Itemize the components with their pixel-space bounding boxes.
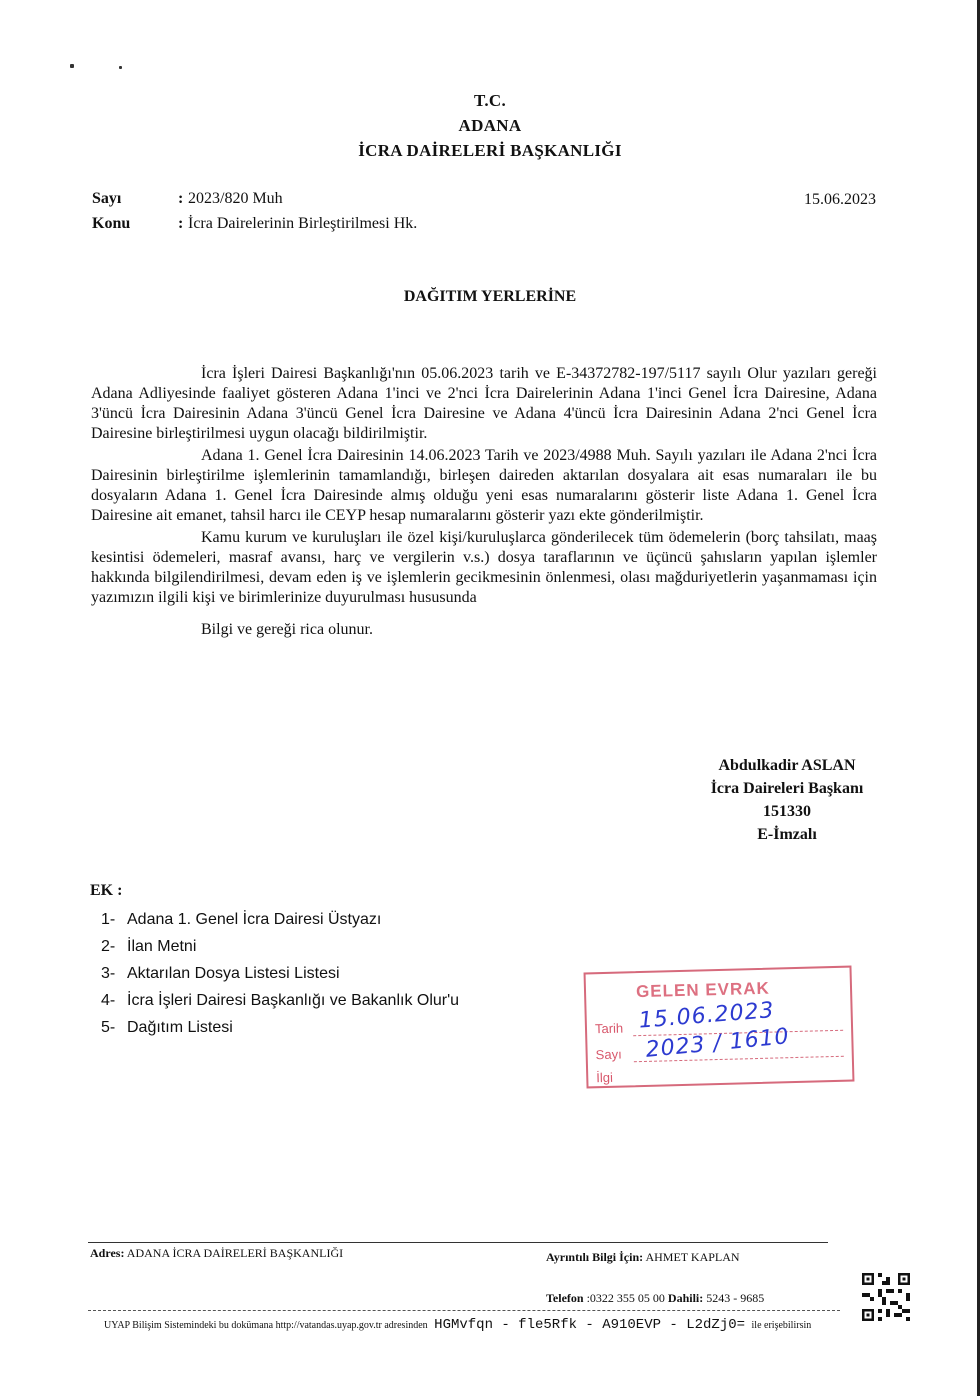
body-paragraph-1: İcra İşleri Dairesi Başkanlığı'nın 05.06.2023 tarih ve E-34372782-197/5117 sayılı Olur yazıları gereği Adana Adliyesinde faaliyet gösteren Adana 1'inci ve 2'nci İcra Dairelerinin Adana 1'inci Genel İcra Dairesine, Adana 3'üncü İcra Dairesinin Adana 3'üncü Genel İcra Dairesine ve Adana 4'üncü İcra Dairesinin Adana 2'nci Genel İcra Dairesine birleştirilmesi uygun olacağı bildirilmiştir. [91,365,877,442]
sayi-value: 2023/820 Muh [188,190,283,207]
incoming-document-stamp [584,966,855,1089]
body-paragraph-3: Kamu kurum ve kuruluşları ile özel kişi/kuruluşlarca gönderilecek tüm ödemelerin (borç tahsilatı, maaş kesintisi ödemeleri, masraf avansı, harç ve vergilerin v.s.) dosya taraflarının ve üçüncü şahısların yapılan işlemler hakkında bilgilendirilmesi, devam eden iş ve işlemlerin gecikmesinin önlenmesi, olası mağduriyetlerin yaşanmaması için yazımızın ilgili kişi ve birimlerinize duyurulması hususunda [91,529,877,606]
stamp-ilgi-label: İlgi [596,1069,614,1086]
dahili-value: 5243 - 9685 [706,1291,765,1305]
qr-code-icon[interactable] [862,1273,910,1321]
header-city: ADANA [458,116,522,135]
list-item-text: İcra İşleri Dairesi Başkanlığı ve Bakanlık Olur'u [127,992,460,1009]
attachments-title: EK : [90,882,123,899]
phone-label: Telefon [546,1291,584,1305]
colon: : [178,190,184,207]
footer-phone [546,1291,764,1306]
signer-name: Abdulkadir ASLAN [718,757,856,774]
scan-speck [119,66,122,69]
footer-divider [88,1310,840,1311]
header-country: T.C. [473,91,507,110]
closing-line: Bilgi ve gereği rica olunur. [201,621,373,638]
signer-title: İcra Daireleri Başkanı [710,780,864,797]
uyap-suffix: ile erişebilirsin [751,1320,812,1331]
header-institution: İCRA DAİRELERİ BAŞKANLIĞI [358,141,622,160]
esign-label: E-İmzalı [757,826,817,843]
verification-code[interactable]: HGMvfqn - fle5Rfk - A910EVP - L2dZj0= [434,1317,746,1333]
attachments-list [101,906,459,1041]
list-item [101,933,459,960]
list-item [101,960,459,987]
info-label: Ayrıntılı Bilgi İçin: [546,1250,644,1264]
colon: : [178,215,184,232]
signer-number: 151330 [763,803,811,820]
stamp-tarih-label: Tarih [594,1020,624,1037]
list-item-text: Dağıtım Listesi [127,1019,233,1036]
distribution-title: DAĞITIM YERLERİNE [403,288,577,305]
handwritten-number: 2023 / 1610 [644,1024,791,1063]
stamp-title: GELEN EVRAK [635,978,771,1002]
list-item-number: 5- [101,1019,116,1036]
dahili-label: Dahili: [667,1291,704,1305]
footer-divider [88,1242,828,1243]
list-item-text: Aktarılan Dosya Listesi Listesi [127,965,340,982]
list-item-number: 2- [101,938,116,955]
konu-label: Konu [92,215,131,232]
handwritten-date: 15.06.2023 [637,998,776,1034]
document-meta [92,186,417,236]
scan-speck [70,64,74,68]
address-label: Adres: [90,1246,125,1260]
footer-contact [546,1250,740,1265]
footer-verification [104,1317,811,1333]
konu-value: İcra Dairelerinin Birleştirilmesi Hk. [188,215,418,232]
document-date: 15.06.2023 [804,191,876,208]
list-item-number: 4- [101,992,116,1009]
address-value: ADANA İCRA DAİRELERİ BAŞKANLIĞI [126,1246,344,1260]
body-paragraph-2: Adana 1. Genel İcra Dairesinin 14.06.2023 Tarih ve 2023/4988 Muh. Sayılı yazıları ile Adana 2'nci İcra Dairesinin birleştirilme işlemlerinin tamamlandığı, birleşen daireden aktarılan dosyalara ait esas numaraları ile bu dosyaların Adana 1. Genel İcra Dairesinde almış olduğu yeni esas numaralarını gösterir liste Adana 1. Genel İcra Dairesine ait emanet, tahsil harcı ile CEYP hesap numaralarını gösterir yazı ekte gönderilmiştir. [91,447,877,524]
list-item [101,906,459,933]
footer-address [90,1246,343,1261]
document-header [0,88,980,163]
list-item-text: İlan Metni [127,938,197,955]
stamp-sayi-label: Sayı [595,1046,622,1063]
list-item-number: 1- [101,911,116,928]
list-item [101,1014,459,1041]
list-item-number: 3- [101,965,116,982]
list-item-text: Adana 1. Genel İcra Dairesi Üstyazı [127,911,382,928]
info-value: AHMET KAPLAN [645,1250,740,1264]
sayi-label: Sayı [92,190,122,207]
document-body [91,364,877,640]
signature-block [682,754,892,846]
konu-row [92,211,417,236]
list-item [101,987,459,1014]
phone-value: :0322 355 05 00 [586,1291,665,1305]
sayi-row [92,186,417,211]
uyap-prefix: UYAP Bilişim Sistemindeki bu dokümana http://vatandas.uyap.gov.tr adresinden [104,1320,428,1331]
